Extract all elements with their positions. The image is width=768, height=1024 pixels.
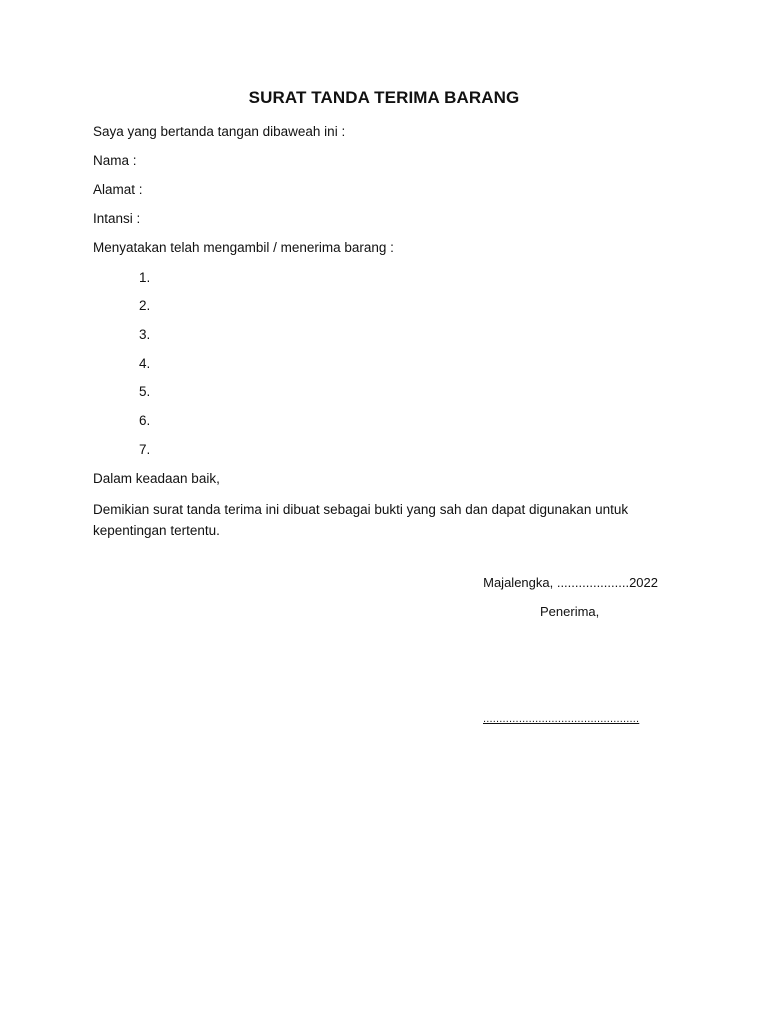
field-nama: Nama : bbox=[93, 153, 137, 168]
item-number: 4. bbox=[139, 356, 151, 371]
item-number: 1. bbox=[139, 270, 151, 285]
item-number: 2. bbox=[139, 298, 151, 313]
closing-paragraph: Demikian surat tanda terima ini dibuat sebagai bukti yang sah dan dapat digunakan untuk kepentingan tertentu. bbox=[93, 502, 629, 538]
place-date: Majalengka, ....................2022 bbox=[483, 575, 658, 590]
field-intansi: Intansi : bbox=[93, 211, 141, 226]
item-number: 6. bbox=[139, 413, 151, 428]
item-number: 7. bbox=[139, 442, 151, 457]
item-number: 3. bbox=[139, 327, 151, 342]
item-number: 5. bbox=[139, 384, 151, 399]
intro-text: Saya yang bertanda tangan dibaweah ini : bbox=[93, 124, 346, 139]
signature-line: ................................................ bbox=[483, 713, 640, 725]
document-title: SURAT TANDA TERIMA BARANG bbox=[248, 88, 520, 107]
condition-text: Dalam keadaan baik, bbox=[93, 471, 220, 486]
field-alamat: Alamat : bbox=[93, 182, 143, 197]
receiver-label: Penerima, bbox=[540, 604, 600, 619]
statement-text: Menyatakan telah mengambil / menerima barang : bbox=[93, 240, 394, 255]
